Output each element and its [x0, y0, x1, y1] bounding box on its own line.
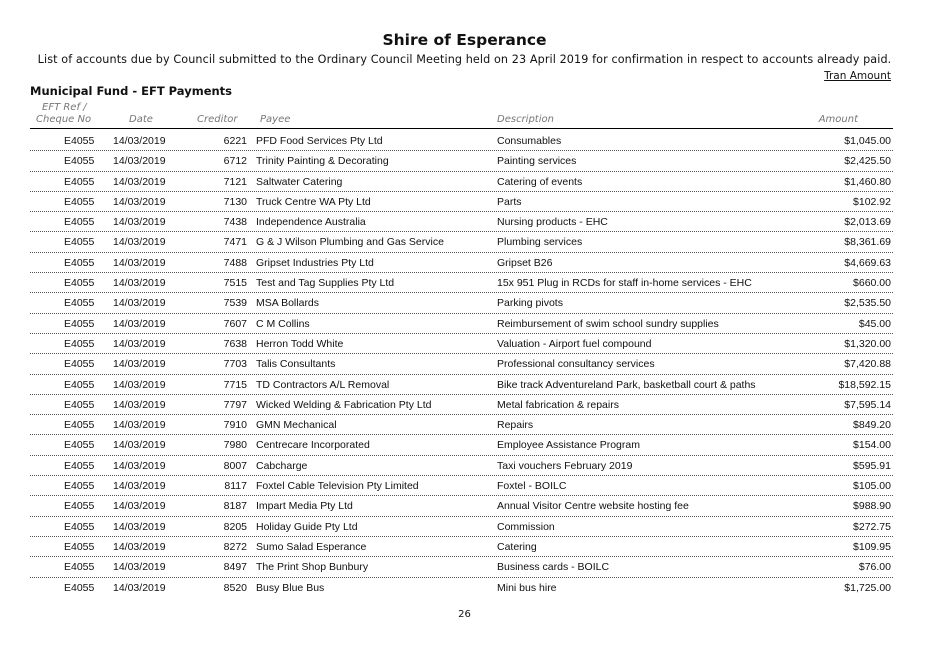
cell-creditor: 8520 [223, 581, 247, 594]
cell-date: 14/03/2019 [113, 398, 166, 411]
column-header-date: Date [129, 114, 153, 125]
cell-amount: $76.00 [858, 561, 891, 574]
cell-payee: Centrecare Incorporated [256, 439, 370, 452]
cell-description: Gripset B26 [497, 256, 553, 269]
cell-amount: $1,320.00 [844, 337, 891, 350]
cell-creditor: 7130 [223, 195, 247, 208]
cell-payee: Sumo Salad Esperance [256, 540, 367, 553]
cell-creditor: 8117 [224, 480, 247, 493]
cell-amount: $1,460.80 [844, 175, 891, 188]
cell-ref: E4055 [64, 520, 95, 533]
cell-date: 14/03/2019 [113, 500, 166, 513]
cell-creditor: 7980 [223, 439, 247, 452]
cell-amount: $18,592.15 [838, 378, 891, 391]
cell-date: 14/03/2019 [113, 216, 166, 229]
cell-date: 14/03/2019 [113, 459, 166, 472]
cell-payee: Talis Consultants [256, 358, 336, 371]
cell-description: Metal fabrication & repairs [497, 398, 619, 411]
cell-creditor: 7638 [223, 337, 247, 350]
cell-ref: E4055 [64, 337, 95, 350]
cell-ref: E4055 [64, 236, 95, 249]
column-header-creditor: Creditor [197, 114, 238, 125]
fund-section-title: Municipal Fund - EFT Payments [30, 84, 233, 98]
cell-creditor: 7703 [223, 358, 247, 371]
table-row [30, 557, 893, 577]
cell-ref: E4055 [64, 135, 95, 147]
cell-creditor: 7471 [223, 236, 247, 249]
cell-description: Commission [497, 520, 555, 533]
table-row [30, 192, 893, 212]
cell-amount: $660.00 [853, 277, 891, 290]
cell-date: 14/03/2019 [113, 358, 166, 371]
cell-amount: $1,725.00 [844, 581, 891, 594]
cell-description: Taxi vouchers February 2019 [497, 459, 633, 472]
cell-creditor: 6221 [223, 135, 247, 147]
cell-description: Business cards - BOILC [497, 561, 610, 574]
cell-description: Consumables [497, 135, 562, 147]
cell-payee: Truck Centre WA Pty Ltd [256, 195, 371, 208]
cell-payee: Herron Todd White [256, 337, 344, 350]
cell-amount: $7,595.14 [844, 398, 891, 411]
cell-creditor: 7121 [223, 175, 247, 188]
document-subtitle: List of accounts due by Council submitted to the Ordinary Council Meeting held on 23 April 2019 for confirmation in respect to accounts already paid. [37, 53, 892, 66]
cell-ref: E4055 [64, 256, 95, 269]
cell-amount: $105.00 [853, 480, 891, 493]
cell-creditor: 8007 [223, 459, 247, 472]
cell-ref: E4055 [64, 419, 95, 432]
cell-amount: $1,045.00 [844, 135, 891, 147]
cell-creditor: 7910 [223, 419, 247, 432]
table-row [30, 151, 893, 171]
table-row [30, 578, 893, 598]
cell-payee: MSA Bollards [256, 297, 320, 310]
table-row [30, 537, 893, 557]
cell-date: 14/03/2019 [113, 195, 166, 208]
cell-payee: Saltwater Catering [256, 175, 343, 188]
cell-creditor: 7539 [223, 297, 247, 310]
cell-date: 14/03/2019 [113, 277, 166, 290]
cell-amount: $988.90 [853, 500, 891, 513]
table-row [30, 476, 893, 496]
table-row [30, 354, 893, 374]
cell-description: Valuation - Airport fuel compound [497, 337, 652, 350]
table-row [30, 253, 893, 273]
column-header-ref-line2: Cheque No [36, 114, 92, 125]
cell-payee: G & J Wilson Plumbing and Gas Service [256, 236, 444, 249]
cell-date: 14/03/2019 [113, 256, 166, 269]
cell-ref: E4055 [64, 297, 95, 310]
table-row [30, 172, 893, 192]
table-row [30, 131, 893, 151]
payments-table [30, 131, 893, 598]
cell-date: 14/03/2019 [113, 581, 166, 594]
table-row [30, 212, 893, 232]
cell-description: Catering [497, 540, 537, 553]
cell-ref: E4055 [64, 216, 95, 229]
table-row [30, 435, 893, 455]
cell-amount: $109.95 [853, 540, 891, 553]
cell-description: Plumbing services [497, 236, 583, 249]
cell-ref: E4055 [64, 459, 95, 472]
tran-amount-label: Tran Amount [824, 70, 891, 82]
cell-amount: $849.20 [853, 419, 891, 432]
cell-date: 14/03/2019 [113, 155, 166, 168]
cell-payee: Independence Australia [256, 216, 366, 229]
cell-amount: $154.00 [853, 439, 891, 452]
table-row [30, 293, 893, 313]
cell-payee: Holiday Guide Pty Ltd [256, 520, 358, 533]
cell-date: 14/03/2019 [113, 175, 166, 188]
cell-description: Reimbursement of swim school sundry supplies [497, 317, 719, 330]
cell-description: 15x 951 Plug in RCDs for staff in-home services - EHC [497, 277, 752, 290]
cell-date: 14/03/2019 [113, 378, 166, 391]
page-number: 26 [458, 609, 471, 620]
cell-ref: E4055 [64, 195, 95, 208]
header-divider [30, 128, 893, 129]
column-header-payee: Payee [260, 114, 291, 125]
table-row [30, 375, 893, 395]
cell-payee: TD Contractors A/L Removal [256, 378, 390, 391]
cell-date: 14/03/2019 [113, 337, 166, 350]
cell-description: Professional consultancy services [497, 358, 655, 371]
cell-payee: Wicked Welding & Fabrication Pty Ltd [256, 398, 432, 411]
cell-date: 14/03/2019 [113, 480, 166, 493]
cell-amount: $7,420.88 [844, 358, 891, 371]
cell-description: Foxtel - BOILC [497, 480, 567, 493]
cell-amount: $45.00 [858, 317, 891, 330]
cell-creditor: 7438 [223, 216, 247, 229]
cell-ref: E4055 [64, 317, 95, 330]
cell-ref: E4055 [64, 540, 95, 553]
cell-ref: E4055 [64, 500, 95, 513]
table-row [30, 517, 893, 537]
cell-payee: C M Collins [256, 317, 310, 330]
cell-description: Parts [497, 195, 522, 208]
table-row [30, 496, 893, 516]
cell-creditor: 8187 [223, 500, 247, 513]
cell-payee: Gripset Industries Pty Ltd [256, 256, 374, 269]
cell-amount: $595.91 [853, 459, 891, 472]
cell-creditor: 6712 [223, 155, 247, 168]
cell-description: Employee Assistance Program [497, 439, 640, 452]
table-row [30, 456, 893, 476]
cell-creditor: 7488 [223, 256, 247, 269]
document-title: Shire of Esperance [382, 31, 547, 49]
column-header-ref [36, 102, 92, 126]
table-row [30, 334, 893, 354]
cell-date: 14/03/2019 [113, 439, 166, 452]
cell-payee: The Print Shop Bunbury [256, 561, 369, 574]
cell-date: 14/03/2019 [113, 561, 166, 574]
table-row [30, 273, 893, 293]
cell-ref: E4055 [64, 378, 95, 391]
cell-payee: Cabcharge [256, 459, 308, 472]
cell-amount: $272.75 [853, 520, 891, 533]
cell-date: 14/03/2019 [113, 520, 166, 533]
cell-date: 14/03/2019 [113, 135, 166, 147]
cell-creditor: 8272 [223, 540, 247, 553]
cell-amount: $2,013.69 [844, 216, 891, 229]
cell-payee: Impart Media Pty Ltd [256, 500, 353, 513]
cell-payee: Trinity Painting & Decorating [256, 155, 389, 168]
cell-ref: E4055 [64, 480, 95, 493]
cell-ref: E4055 [64, 398, 95, 411]
cell-amount: $102.92 [853, 195, 891, 208]
cell-payee: Test and Tag Supplies Pty Ltd [256, 277, 395, 290]
cell-payee: Foxtel Cable Television Pty Limited [256, 480, 419, 493]
table-row [30, 314, 893, 334]
cell-date: 14/03/2019 [113, 236, 166, 249]
column-header-description: Description [497, 114, 554, 125]
cell-description: Catering of events [497, 175, 583, 188]
cell-payee: PFD Food Services Pty Ltd [256, 135, 383, 147]
cell-description: Mini bus hire [497, 581, 557, 594]
cell-date: 14/03/2019 [113, 419, 166, 432]
cell-description: Painting services [497, 155, 577, 168]
cell-description: Nursing products - EHC [497, 216, 608, 229]
cell-ref: E4055 [64, 561, 95, 574]
cell-payee: Busy Blue Bus [256, 581, 325, 594]
cell-creditor: 7607 [223, 317, 247, 330]
cell-ref: E4055 [64, 581, 95, 594]
column-header-ref-line1: EFT Ref / [42, 102, 87, 113]
cell-amount: $2,425.50 [844, 155, 891, 168]
cell-date: 14/03/2019 [113, 297, 166, 310]
cell-date: 14/03/2019 [113, 317, 166, 330]
column-header-amount: Amount [818, 114, 858, 125]
table-row [30, 232, 893, 252]
cell-amount: $8,361.69 [844, 236, 891, 249]
cell-ref: E4055 [64, 175, 95, 188]
table-row [30, 415, 893, 435]
cell-ref: E4055 [64, 277, 95, 290]
cell-creditor: 8497 [223, 561, 247, 574]
cell-ref: E4055 [64, 358, 95, 371]
cell-creditor: 7797 [223, 398, 247, 411]
cell-payee: GMN Mechanical [256, 419, 337, 432]
cell-creditor: 7515 [223, 277, 247, 290]
cell-creditor: 7715 [223, 378, 247, 391]
cell-description: Repairs [497, 419, 534, 432]
cell-description: Parking pivots [497, 297, 563, 310]
cell-description: Annual Visitor Centre website hosting fee [497, 500, 689, 513]
cell-amount: $4,669.63 [844, 256, 891, 269]
cell-ref: E4055 [64, 439, 95, 452]
table-row [30, 395, 893, 415]
cell-description: Bike track Adventureland Park, basketball court & paths [497, 378, 756, 391]
cell-ref: E4055 [64, 155, 95, 168]
cell-amount: $2,535.50 [844, 297, 891, 310]
cell-date: 14/03/2019 [113, 540, 166, 553]
cell-creditor: 8205 [223, 520, 247, 533]
